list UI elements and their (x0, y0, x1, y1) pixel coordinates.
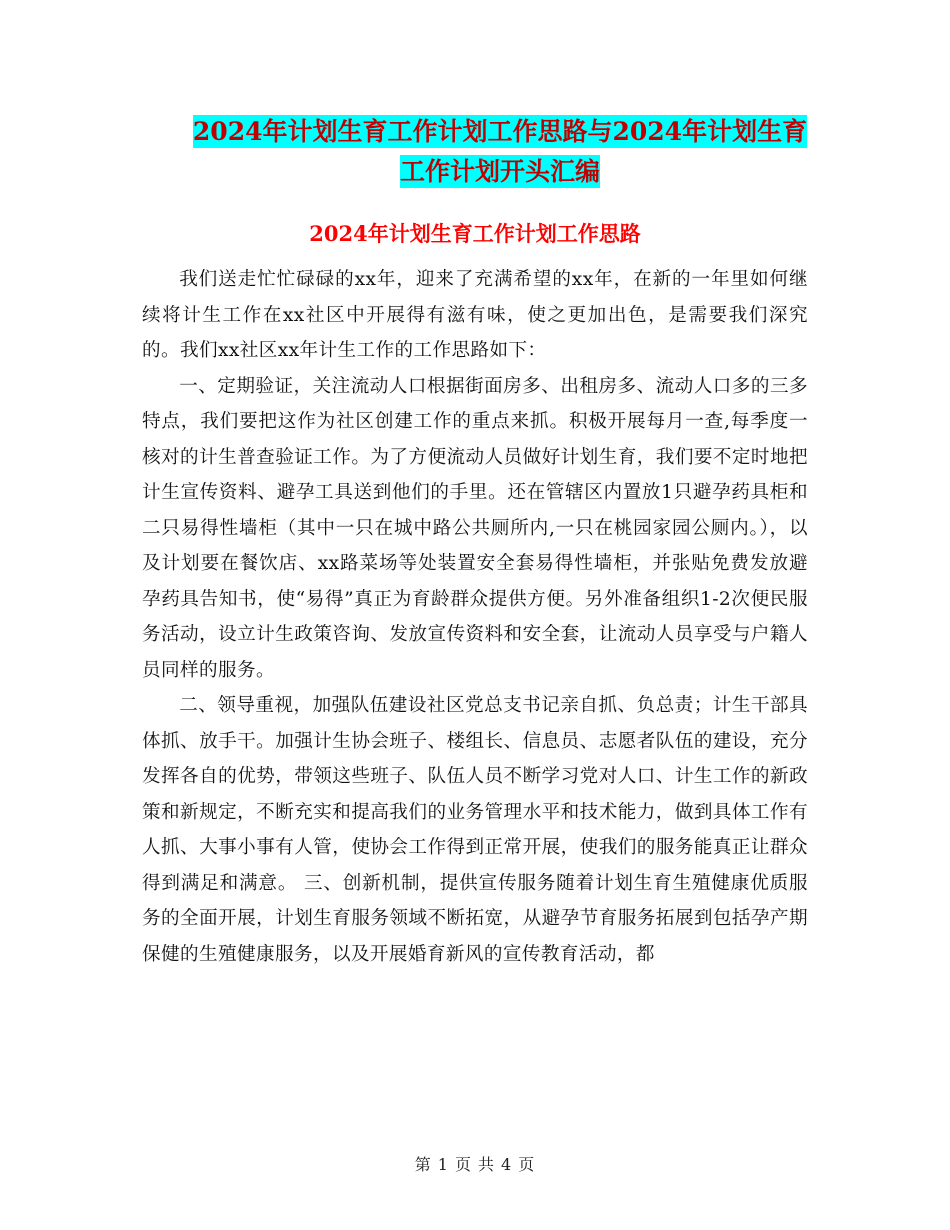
paragraph-intro: 我们送走忙忙碌碌的xx年，迎来了充满希望的xx年，在新的一年里如何继续将计生工作在xx社区中开展得有滋有味，使之更加出色，是需要我们深究的。我们xx社区xx年计生工作的工作思路如下： (142, 269, 808, 361)
paragraph-section-1: 一、定期验证，关注流动人口根据街面房多、出租房多、流动人口多的三多特点，我们要把这作为社区创建工作的重点来抓。积极开展每月一查,每季度一核对的计生普查验证工作。为了方便流动人员做好计划生育，我们要不定时地把计生宣传资料、避孕工具送到他们的手里。还在管辖区内置放1只避孕药具柜和二只易得性墙柜（其中一只在城中路公共厕所内,一只在桃园家园公厕内。），以及计划要在餐饮店、xx路菜场等处装置安全套易得性墙柜，并张贴免费发放避孕药具告知书，使“易得”真正为育龄群众提供方便。另外准备组织1-2次便民服务活动，设立计生政策咨询、发放宣传资料和安全套，让流动人员享受与户籍人员同样的服务。 (142, 375, 808, 681)
footer-page-total: 4 (501, 1155, 513, 1174)
document-title-line-1: 2024年计划生育工作计划工作思路与2024年计划生育 (192, 117, 808, 146)
footer-page-suffix: 页 (518, 1155, 536, 1174)
footer-page-middle: 页 共 (454, 1155, 496, 1174)
page-footer (0, 1153, 950, 1177)
footer-page-number: 1 (437, 1155, 449, 1174)
paragraph-section-2: 二、领导重视，加强队伍建设社区党总支书记亲自抓、负总责；计生干部具体抓、放手干。加强计生协会班子、楼组长、信息员、志愿者队伍的建设，充分发挥各自的优势，带领这些班子、队伍人员不断学习党对人口、计生工作的新政策和新规定，不断充实和提高我们的业务管理水平和技术能力，做到具体工作有人抓、大事小事有人管，使协会工作得到正常开展，使我们的服务能真正让群众得到满足和满意。 三、创新机制，提供宣传服务随着计划生育生殖健康优质服务的全面开展，计划生育服务领域不断拓宽，从避孕节育服务拓展到包括孕产期保健的生殖健康服务，以及开展婚育新风的宣传教育活动，都 (142, 695, 808, 965)
footer-page-prefix: 第 (414, 1155, 432, 1174)
document-title (140, 112, 860, 192)
document-title-line-2: 工作计划开头汇编 (399, 157, 600, 186)
body-text (142, 262, 808, 972)
section-heading: 2024年计划生育工作计划工作思路 (309, 221, 641, 246)
